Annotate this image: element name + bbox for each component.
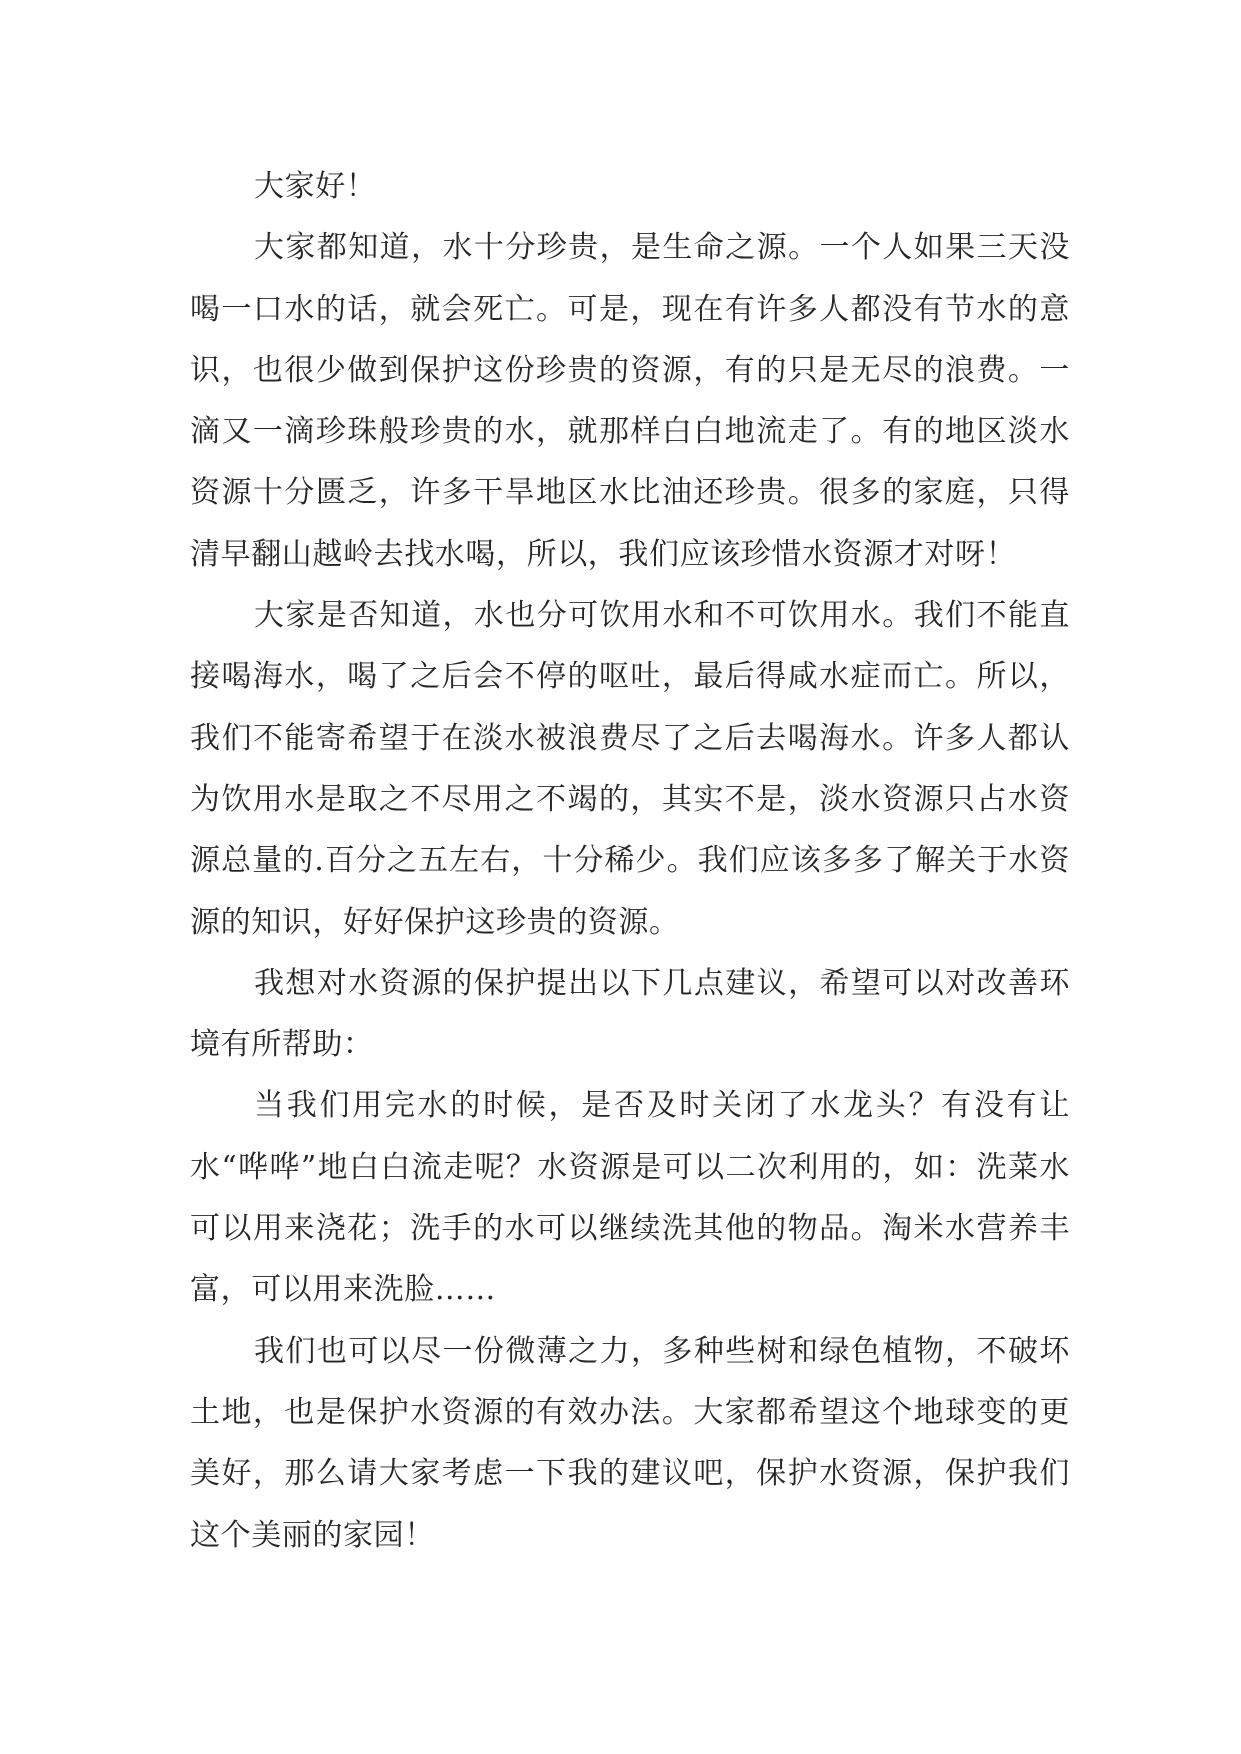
- body-paragraph: 我想对水资源的保护提出以下几点建议，希望可以对改善环境有所帮助：: [190, 965, 1070, 1063]
- greeting-paragraph: 大家好！: [254, 169, 377, 204]
- body-paragraph: 大家是否知道，水也分可饮用水和不可饮用水。我们不能直接喝海水，喝了之后会不停的呕吐，最后得咸水症而亡。所以，我们不能寄希望于在淡水被浪费尽了之后去喝海水。许多人都认为饮用水是取之不尽用之不竭的，其实不是，淡水资源只占水资源总量的.百分之五左右，十分稀少。我们应该多多了解关于水资源的知识，好好保护这珍贵的资源。: [190, 598, 1070, 940]
- document-body: [190, 156, 1070, 1566]
- body-paragraph: 当我们用完水的时候，是否及时关闭了水龙头？有没有让水“哗哗”地白白流走呢？水资源是可以二次利用的，如：洗菜水可以用来浇花；洗手的水可以继续洗其他的物品。淘米水营养丰富，可以用来洗脸……: [190, 1088, 1070, 1308]
- body-paragraph: 大家都知道，水十分珍贵，是生命之源。一个人如果三天没喝一口水的话，就会死亡。可是，现在有许多人都没有节水的意识，也很少做到保护这份珍贵的资源，有的只是无尽的浪费。一滴又一滴珍珠般珍贵的水，就那样白白地流走了。有的地区淡水资源十分匮乏，许多干旱地区水比油还珍贵。很多的家庭，只得清早翻山越岭去找水喝，所以，我们应该珍惜水资源才对呀！: [190, 230, 1070, 572]
- body-paragraph: 我们也可以尽一份微薄之力，多种些树和绿色植物，不破坏土地，也是保护水资源的有效办法。大家都希望这个地球变的更美好，那么请大家考虑一下我的建议吧，保护水资源，保护我们这个美丽的家园！: [190, 1333, 1070, 1553]
